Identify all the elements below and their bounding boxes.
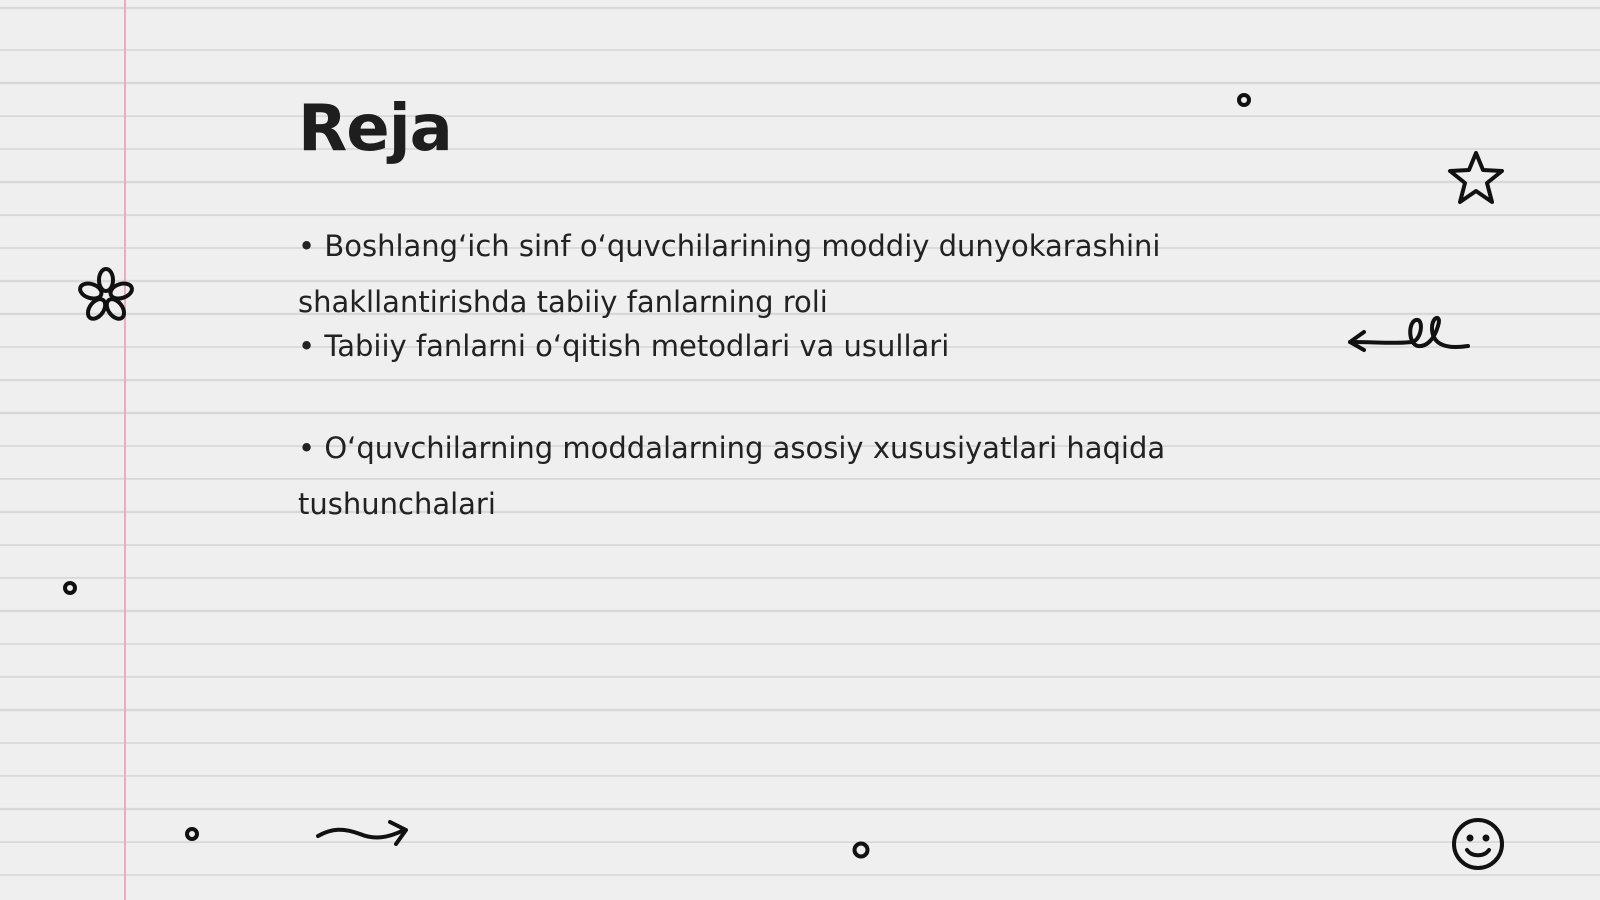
- squiggle-arrow-right-icon: [316, 818, 412, 852]
- bullet-item: • Tabiiy fanlarni o‘qitish metodlari va usullari: [298, 329, 950, 363]
- bullet-item: • O‘quvchilarning moddalarning asosiy xususiyatlari haqida tushunchalari: [298, 431, 1166, 521]
- bullet-list: [298, 218, 1198, 532]
- small-circle-icon: [852, 841, 870, 859]
- small-circle-icon: [1236, 92, 1252, 108]
- small-circle-icon: [184, 826, 200, 842]
- bullet-item: • Boshlang‘ich sinf o‘quvchilarining moddiy dunyokarashini shakllantirishda tabiiy fanlarning roli: [298, 229, 1161, 319]
- curly-arrow-left-icon: [1346, 312, 1476, 360]
- flower-icon: [76, 266, 136, 326]
- smiley-face-icon: [1450, 816, 1506, 872]
- slide-title: Reja: [298, 92, 452, 166]
- star-icon: [1446, 150, 1506, 206]
- margin-line: [124, 0, 126, 900]
- small-circle-icon: [62, 580, 78, 596]
